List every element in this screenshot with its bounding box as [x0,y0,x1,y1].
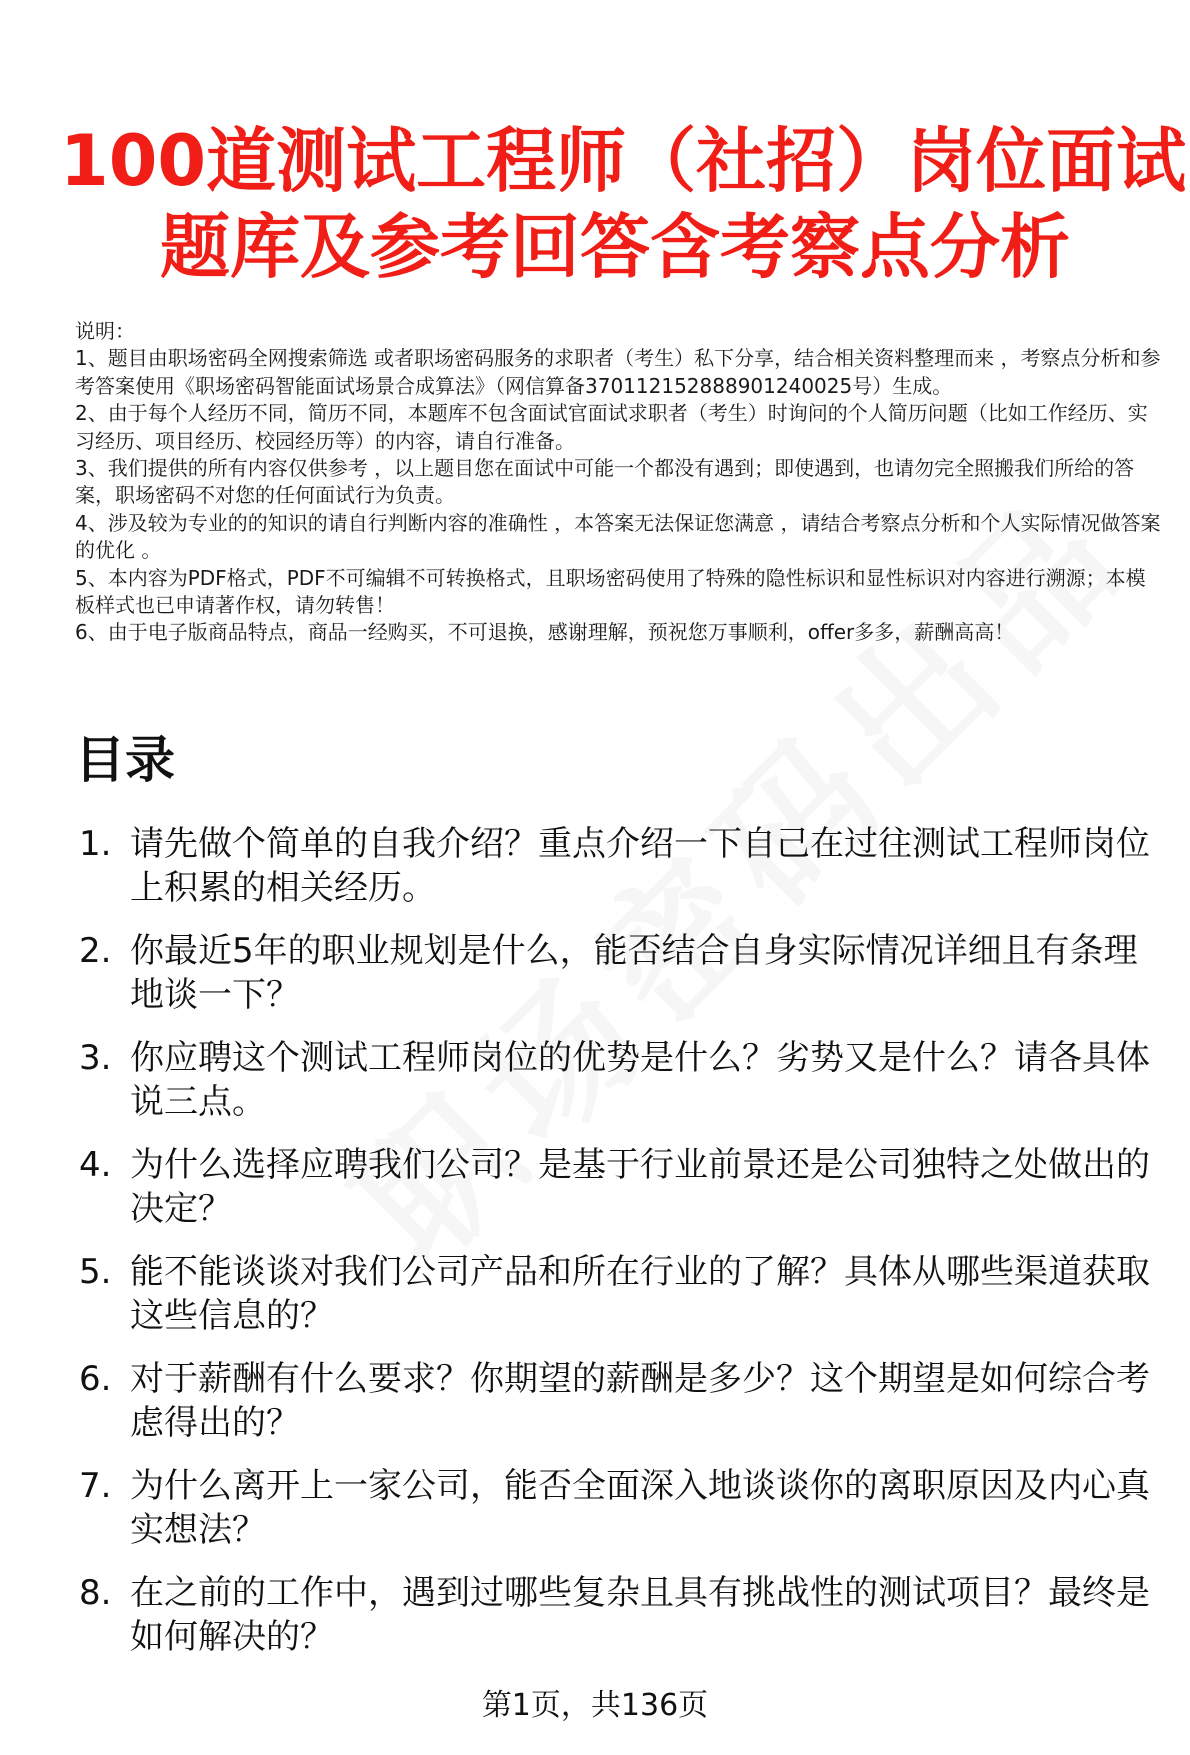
note-item: 1、题目由职场密码全网搜索筛选 或者职场密码服务的求职者（考生）私下分享，结合相关资料整理而来 ，考察点分析和参考答案使用《职场密码智能面试场景合成算法》（网信算备370112152888901240025号）生成。 [75,346,1161,398]
toc-heading: 目录 [75,731,175,789]
toc-item-number: 1. [79,824,112,864]
toc-item-number: 7. [79,1466,112,1506]
toc-item[interactable] [75,1143,1170,1231]
toc-item-number: 6. [79,1359,112,1399]
toc-item-number: 2. [79,931,112,971]
toc-item[interactable] [75,822,1170,910]
toc-item[interactable] [75,1036,1170,1124]
toc-item[interactable] [75,929,1170,1017]
toc-list [75,822,1170,1678]
toc-item-text: 在之前的工作中，遇到过哪些复杂且具有挑战性的测试项目？最终是如何解决的？ [130,1573,1150,1657]
notes-section [75,318,1165,647]
note-item: 6、由于电子版商品特点，商品一经购买，不可退换，感谢理解，预祝您万事顺利，offer多多，薪酬高高！ [75,620,1015,645]
notes-heading: 说明： [75,319,135,343]
toc-item-text: 对于薪酬有什么要求？你期望的薪酬是多少？这个期望是如何综合考虑得出的？ [130,1359,1150,1443]
note-item: 2、由于每个人经历不同，简历不同，本题库不包含面试官面试求职者（考生）时询问的个人简历问题（比如工作经历、实习经历、项目经历、校园经历等）的内容，请自行准备。 [75,401,1148,453]
toc-item[interactable] [75,1250,1170,1338]
toc-item-number: 5. [79,1252,112,1292]
toc-item-number: 4. [79,1145,112,1185]
page-number-footer: 第1页，共136页 [481,1688,709,1723]
toc-item[interactable] [75,1464,1170,1552]
note-item: 3、我们提供的所有内容仅供参考 ，以上题目您在面试中可能一个都没有遇到；即使遇到，也请勿完全照搬我们所给的答案，职场密码不对您的任何面试行为负责。 [75,456,1135,508]
toc-item-text: 为什么选择应聘我们公司？是基于行业前景还是公司独特之处做出的决定？ [130,1145,1150,1229]
page-title [60,118,1187,290]
toc-item[interactable] [75,1571,1170,1659]
toc-item-number: 3. [79,1038,112,1078]
toc-item-text: 为什么离开上一家公司，能否全面深入地谈谈你的离职原因及内心真实想法？ [130,1466,1150,1550]
toc-item-text: 你应聘这个测试工程师岗位的优势是什么？劣势又是什么？请各具体说三点。 [130,1038,1150,1122]
toc-item[interactable] [75,1357,1170,1445]
title-line-1: 100道测试工程师（社招）岗位面试 [60,120,1187,202]
toc-item-text: 请先做个简单的自我介绍？重点介绍一下自己在过往测试工程师岗位上积累的相关经历。 [130,824,1150,908]
note-item: 5、本内容为PDF格式，PDF不可编辑不可转换格式，且职场密码使用了特殊的隐性标识和显性标识对内容进行溯源；本模板样式也已申请著作权，请勿转售！ [75,565,1146,618]
title-line-2: 题库及参考回答含考察点分析 [160,206,1070,288]
toc-item-number: 8. [79,1573,112,1613]
note-item: 4、涉及较为专业的的知识的请自行判断内容的准确性 ，本答案无法保证您满意 ，请结合考察点分析和个人实际情况做答案的优化 。 [75,510,1161,563]
toc-item-text: 能不能谈谈对我们公司产品和所在行业的了解？具体从哪些渠道获取这些信息的？ [130,1252,1150,1336]
toc-item-text: 你最近5年的职业规划是什么，能否结合自身实际情况详细且有条理地谈一下？ [130,931,1138,1015]
